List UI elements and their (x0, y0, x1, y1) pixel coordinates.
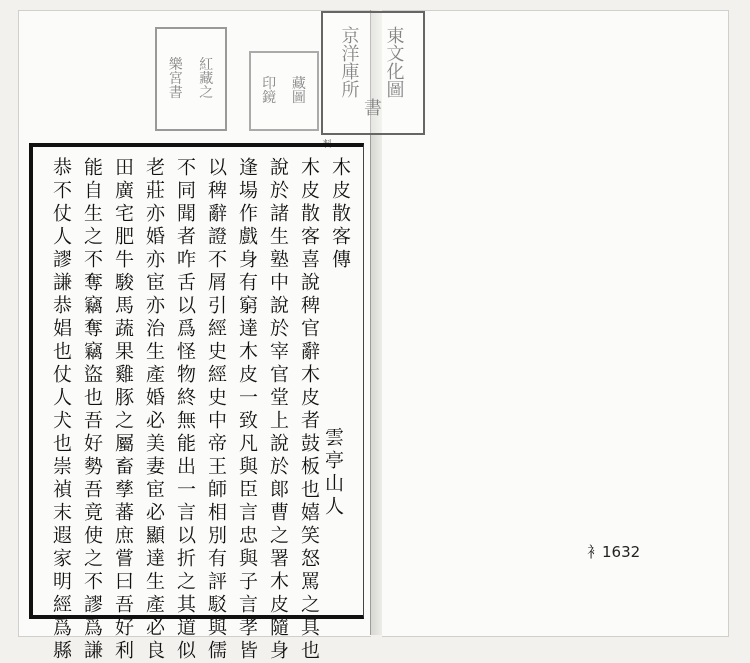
seal-char: 洋 (341, 44, 360, 65)
text-column: 能自生之不奪竊奪竊盜也吾好勢吾竟使之不謬爲謙 (81, 157, 103, 663)
margin-marker: 料 (323, 140, 333, 150)
seal-char: 東 (386, 26, 405, 47)
text-column: 木皮散客喜說稗官辭木皮者鼓板也嬉笑怒罵之具也 (298, 157, 320, 663)
catalog-label: 衤1632 (587, 543, 641, 561)
text-column: 老莊亦婚亦宦亦治生產婚必美妻宦必顯達生產必良 (143, 157, 165, 663)
seal-char: 印 (262, 76, 277, 92)
seal-char: 圖 (386, 80, 405, 101)
seal-char: 書 (168, 85, 183, 101)
book-spread (18, 10, 730, 663)
seal-char: 紅 (199, 57, 214, 73)
collector-seal-middle (249, 51, 319, 131)
text-column: 恭不仗人謬謙恭娼也仗人犬也崇禎末遐家明經爲縣 (50, 157, 72, 663)
text-column: 逢場作戲身有窮達木皮一致凡與臣言忠與子言孝皆 (236, 157, 258, 663)
collector-seal-left (155, 27, 227, 131)
seal-char: 宮 (168, 71, 183, 87)
library-seal-large (321, 11, 425, 135)
text-frame (29, 143, 364, 663)
text-author: 雲亭山人 (322, 427, 344, 519)
text-column: 說於諸生塾中說於宰官堂上說於郞曹之署木皮隨身 (267, 157, 289, 663)
seal-char: 京 (341, 26, 360, 47)
vertical-text-block (43, 157, 355, 663)
seal-char: 書 (364, 98, 382, 119)
seal-char: 圖 (291, 90, 306, 106)
seal-char: 藏 (291, 76, 306, 92)
seal-char: 文 (386, 44, 405, 65)
text-column: 田廣宅肥牛駿馬蔬果雞豚之屬畜孳蕃庶嘗曰吾好利 (112, 157, 134, 663)
seal-char: 庫 (341, 62, 360, 83)
text-title: 木皮散客傳 (329, 157, 351, 272)
seal-char: 化 (386, 62, 405, 83)
text-column: 以稗辭證不屑引經史經史中帝王師相別有評駁與儒 (205, 157, 227, 663)
left-page (18, 10, 405, 663)
right-page (382, 10, 729, 637)
text-column: 不同聞者咋舌以爲怪物終無能出一言以折之其道似 (174, 157, 196, 663)
seal-char: 鏡 (262, 90, 277, 106)
seal-char: 之 (199, 85, 214, 101)
seal-char: 樂 (168, 57, 183, 73)
seal-char: 所 (341, 80, 360, 101)
seal-char: 藏 (199, 71, 214, 87)
